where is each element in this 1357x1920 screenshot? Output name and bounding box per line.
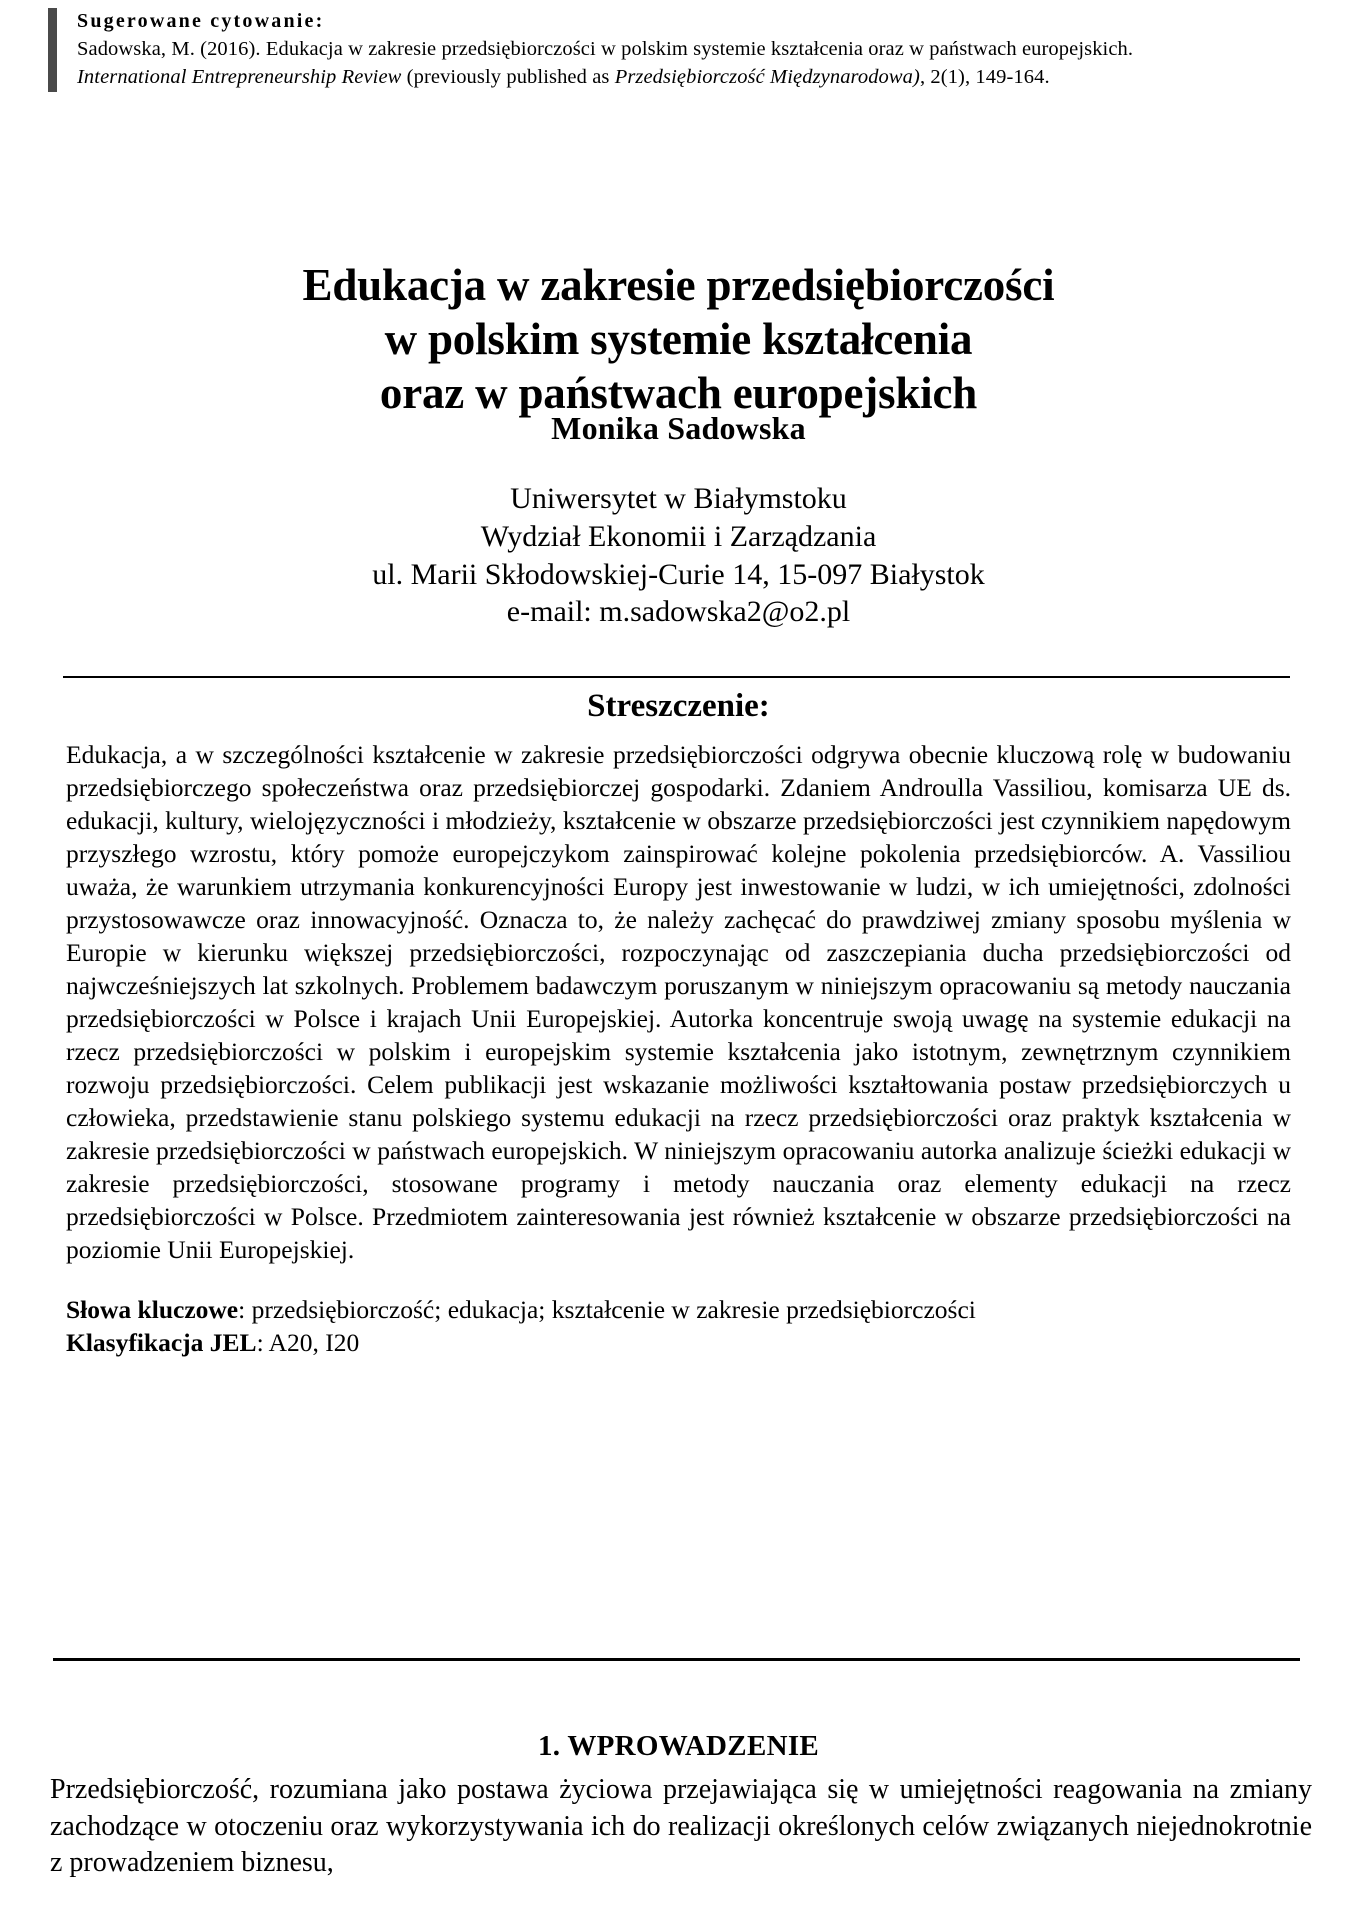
author-affiliation [0,480,1357,631]
introduction-body [50,1772,1312,1882]
section-heading-introduction: 1. WPROWADZENIE [537,1730,820,1763]
abstract-paragraph: Edukacja, a w szczególności kształcenie w zakresie przedsiębiorczości odgrywa obecnie kluczową rolę w budowaniu przedsiębiorczego społeczeństwa oraz przedsiębiorczej gospodarki. Zdaniem Androulla Vassiliou, komisarza UE ds. edukacji, kultury, wielojęzyczności i młodzieży, kształcenie w obszarze przedsiębiorczości jest czynnikiem napędowym przyszłego wzrostu, który pomoże europejczykom zainspirować kolejne pokolenia przedsiębiorców. A. Vassiliou uważa, że warunkiem utrzymania konkurencyjności Europy jest inwestowanie w ludzi, w ich umiejętności, zdolności przystosowawcze oraz innowacyjność. Oznacza to, że należy zachęcać do prawdziwej zmiany sposobu myślenia w Europie w kierunku większej przedsiębiorczości, rozpoczynając od zaszczepiania ducha przedsiębiorczości od najwcześniejszych lat szkolnych. Problemem badawczym poruszanym w niniejszym opracowaniu są metody nauczania przedsiębiorczości w Polsce i krajach Unii Europejskiej. Autorka koncentruje swoją uwagę na systemie edukacji na rzecz przedsiębiorczości w polskim i europejskim systemie kształcenia jako istotnym, zewnętrznym czynnikiem rozwoju przedsiębiorczości. Celem publikacji jest wskazanie możliwości kształtowania postaw przedsiębiorczych u człowieka, przedstawienie stanu polskiego systemu edukacji na rzecz przedsiębiorczości oraz praktyk kształcenia w zakresie przedsiębiorczości w państwach europejskich. W niniejszym opracowaniu autorka analizuje ścieżki edukacji w zakresie przedsiębiorczości, stosowane programy i metody nauczania oraz elementy edukacji na rzecz przedsiębiorczości w Polsce. Przedmiotem zainteresowania jest również kształcenie w obszarze przedsiębiorczości na poziomie Unii Europejskiej. [66,740,1291,1265]
title-line-1: Edukacja w zakresie przedsiębiorczości [302,260,1055,311]
keywords-block [66,1293,1296,1359]
citation-line-2 [77,64,1293,92]
jel-value: : A20, I20 [256,1328,360,1358]
abstract-body [66,738,1291,1266]
author-name: Monika Sadowska [551,410,806,446]
abstract-top-divider [63,676,1290,678]
citation-journal-former-name: Przedsiębiorczość Międzynarodowa) [614,66,920,89]
affiliation-email: e-mail: m.sadowska2@o2.pl [506,595,851,629]
introduction-paragraph: Przedsiębiorczość, rozumiana jako postawa życiowa przejawiająca się w umiejętności reagowania na zmiany zachodzące w otoczeniu oraz wykorzystywania ich do realizacji określonych celów związanych niejednokrotnie z prowadzeniem biznesu, [50,1774,1312,1879]
jel-line [66,1326,1296,1359]
citation-text [77,8,1293,92]
affiliation-faculty: Wydział Ekonomii i Zarządzania [480,519,877,553]
page-title [0,258,1357,420]
citation-line-1: Sadowska, M. (2016). Edukacja w zakresie przedsiębiorczości w polskim systemie kształcenia oraz w państwach europejskich. [77,38,1134,61]
citation-journal-mid: (previously published as [401,66,615,89]
citation-journal-name: International Entrepreneurship Review [77,66,402,89]
keywords-value: : przedsiębiorczość; edukacja; kształcenie w zakresie przedsiębiorczości [238,1295,976,1324]
keywords-line [66,1293,1296,1326]
title-line-2: w polskim systemie kształcenia [384,314,973,365]
affiliation-address: ul. Marii Skłodowskiej-Curie 14, 15-097 Białystok [372,557,985,591]
title-line-3: oraz w państwach europejskich [379,368,978,419]
jel-label: Klasyfikacja JEL [66,1328,257,1358]
citation-pages: , 2(1), 149-164. [919,66,1050,89]
keywords-label: Słowa kluczowe [66,1295,239,1324]
suggested-citation-block [48,8,1293,92]
abstract-heading: Streszczenie: [587,688,770,724]
abstract-bottom-divider [53,1658,1300,1661]
affiliation-university: Uniwersytet w Białymstoku [510,482,847,515]
citation-accent-bar [48,8,57,92]
citation-heading: Sugerowane cytowanie: [77,10,325,32]
